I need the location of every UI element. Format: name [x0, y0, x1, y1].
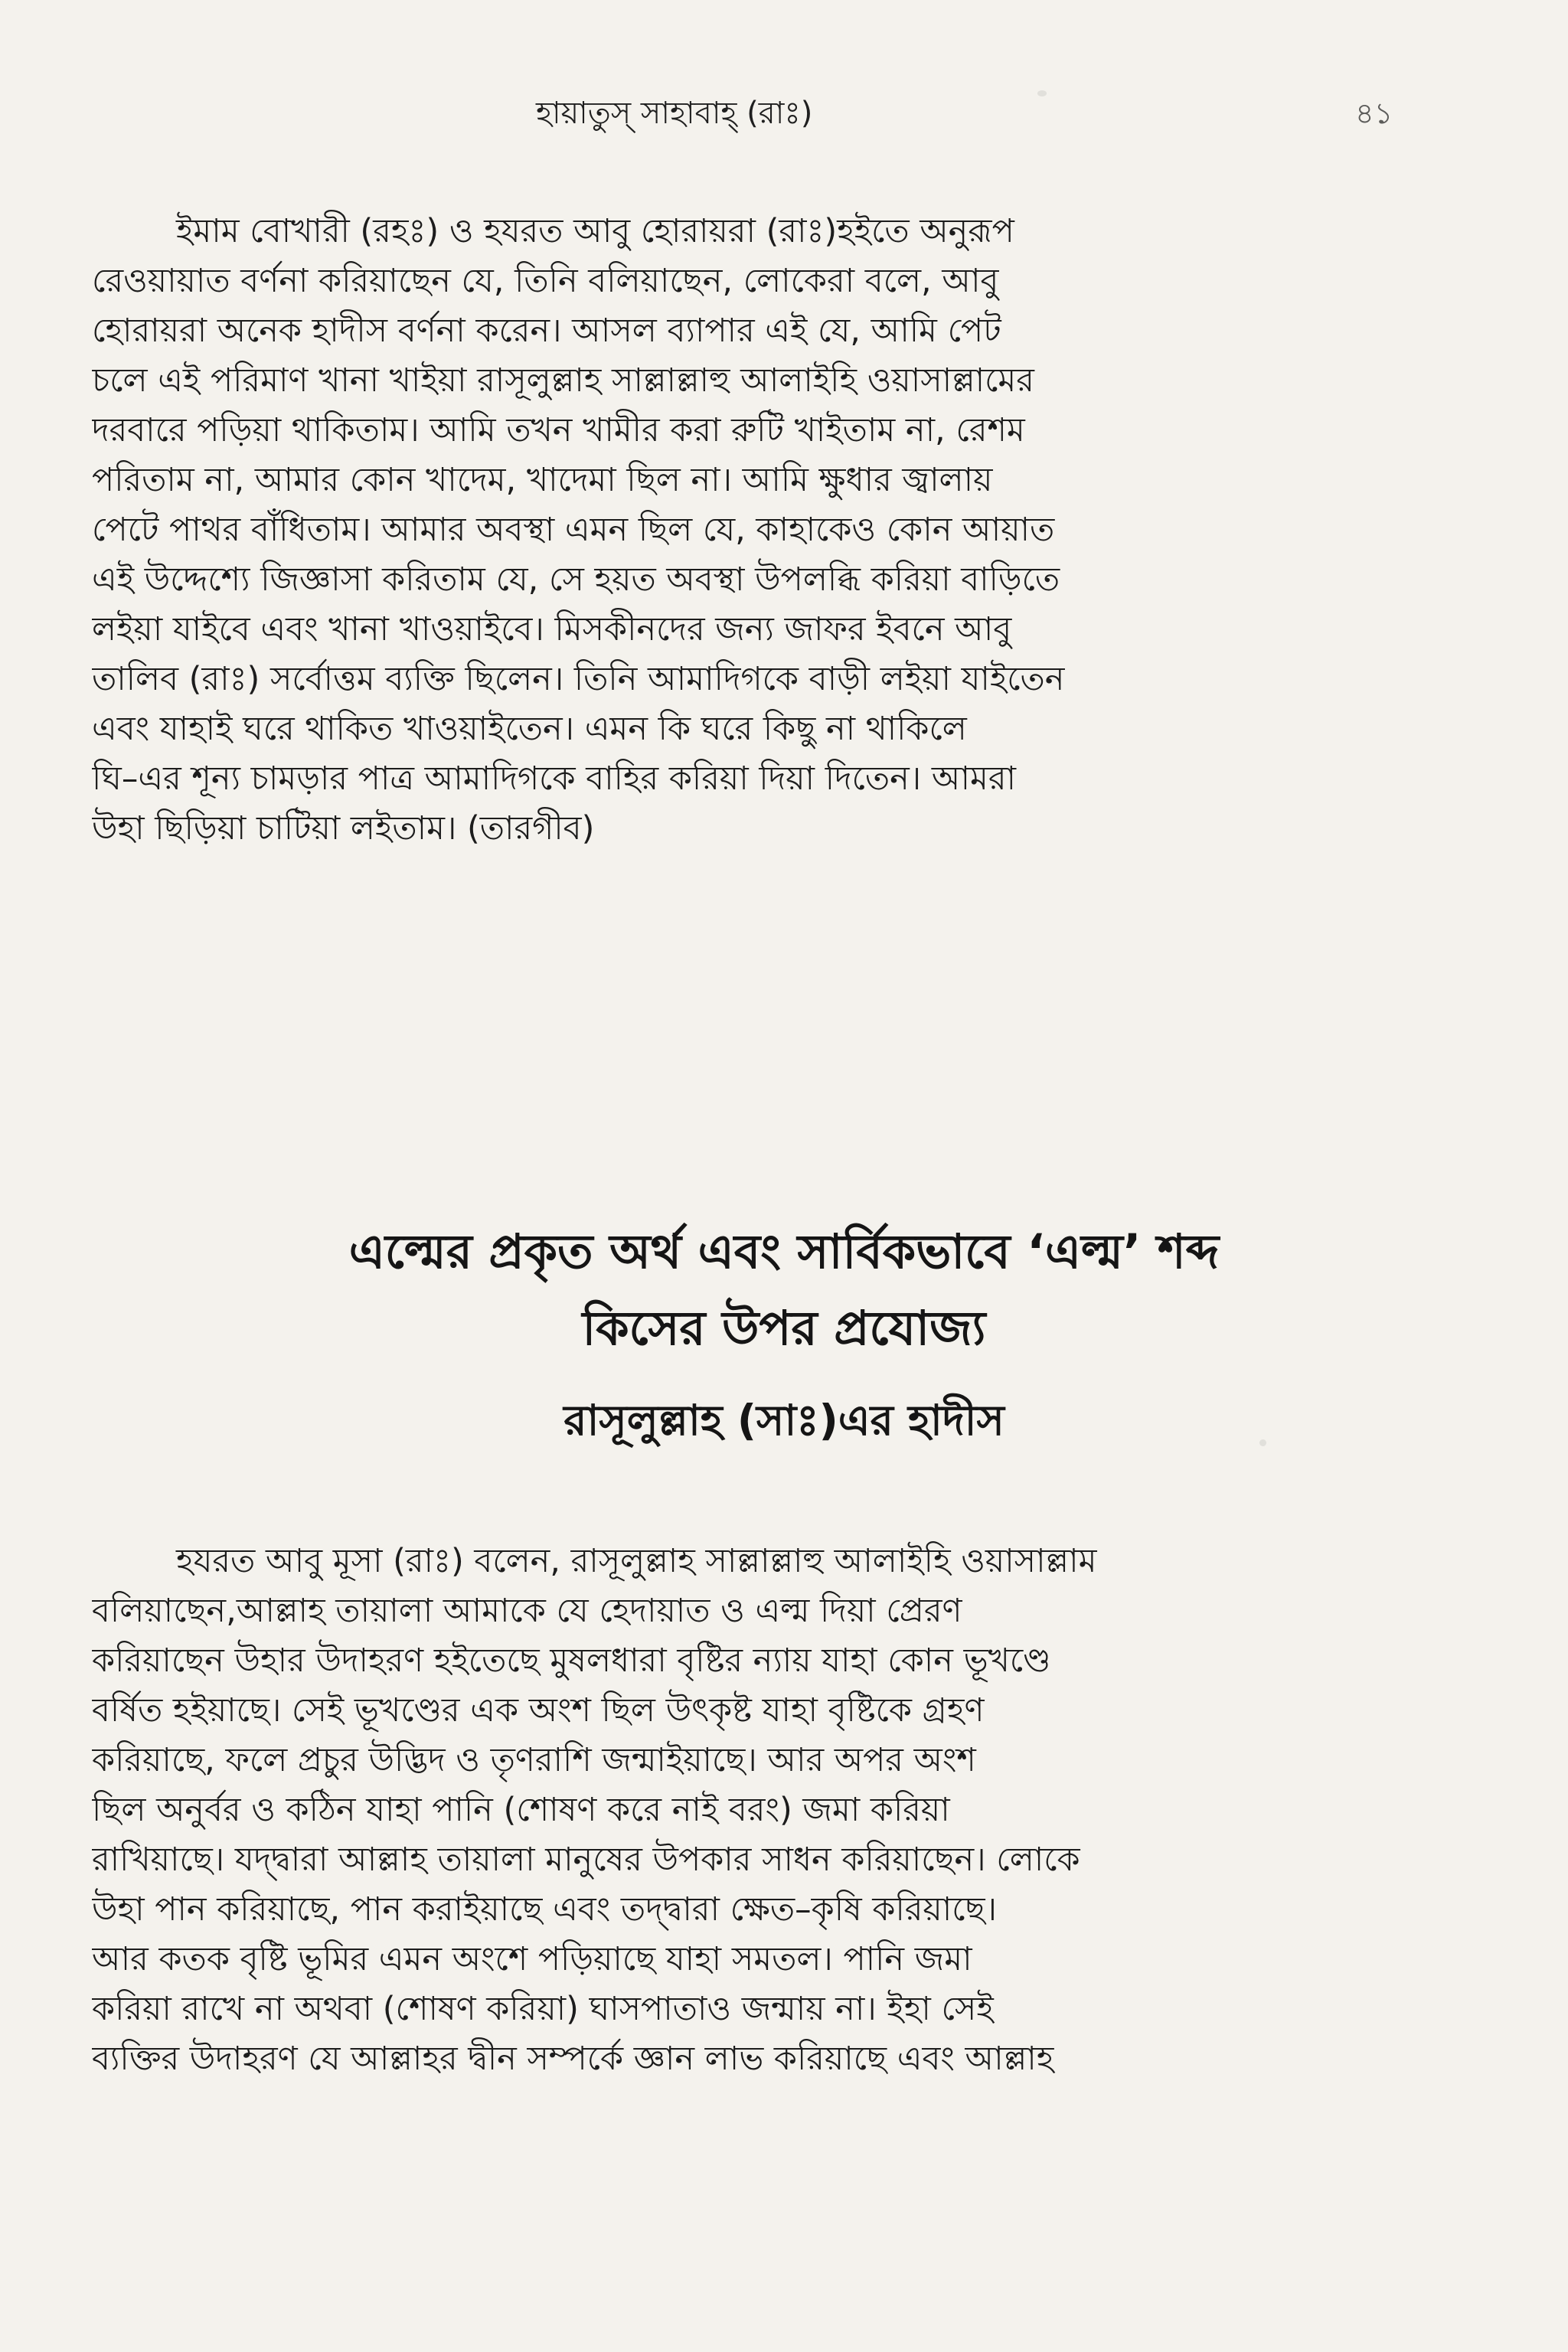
text-line: হোরায়রা অনেক হাদীস বর্ণনা করেন। আসল ব্যাপার এই যে, আমি পেট	[92, 312, 1001, 350]
text-line: ছিল অনুর্বর ও কঠিন যাহা পানি (শোষণ করে নাই বরং) জমা করিয়া	[92, 1791, 950, 1829]
text-line: রেওয়ায়াত বর্ণনা করিয়াছেন যে, তিনি বলিয়াছেন, লোকেরা বলে, আবু	[92, 262, 999, 300]
text-line: চলে এই পরিমাণ খানা খাইয়া রাসূলুল্লাহ সাল্লাল্লাহু আলাইহি ওয়াসাল্লামের	[92, 361, 1034, 400]
text-line: পরিতাম না, আমার কোন খাদেম, খাদেমা ছিল না। আমি ক্ষুধার জ্বালায়	[92, 461, 993, 499]
text-line: উহা ছিড়িয়া চাটিয়া লইতাম। (তারগীব)	[92, 809, 595, 848]
page-number: ৪১	[1355, 96, 1393, 130]
text-line: রাখিয়াছে। যদ্দ্বারা আল্লাহ তায়ালা মানুষের উপকার সাধন করিয়াছেন। লোকে	[92, 1841, 1080, 1879]
text-line: হযরত আবু মূসা (রাঃ) বলেন, রাসূলুল্লাহ সাল্লাল্লাহু আলাইহি ওয়াসাল্লাম	[176, 1542, 1097, 1580]
text-line: বলিয়াছেন,আল্লাহ তায়ালা আমাকে যে হেদায়াত ও এল্ম দিয়া প্রেরণ	[92, 1592, 962, 1630]
section-subheading: রাসূলুল্লাহ (সাঃ)এর হাদীস	[564, 1396, 1004, 1445]
paragraph-2	[92, 1537, 1416, 2084]
text-line: করিয়াছেন উহার উদাহরণ হইতেছে মুষলধারা বৃষ্টির ন্যায় যাহা কোন ভূখণ্ডে	[92, 1642, 1051, 1680]
text-line: বর্ষিত হইয়াছে। সেই ভূখণ্ডের এক অংশ ছিল উৎকৃষ্ট যাহা বৃষ্টিকে গ্রহণ	[92, 1691, 985, 1730]
text-line: ঘি–এর শূন্য চামড়ার পাত্র আমাদিগকে বাহির করিয়া দিয়া দিতেন। আমরা	[92, 760, 1016, 798]
text-line: এবং যাহাই ঘরে থাকিত খাওয়াইতেন। এমন কি ঘরে কিছু না থাকিলে	[92, 710, 967, 748]
running-title: হায়াতুস্ সাহাবাহ্ (রাঃ)	[536, 96, 813, 131]
text-line: করিয়াছে, ফলে প্রচুর উদ্ভিদ ও তৃণরাশি জন্মাইয়াছে। আর অপর অংশ	[92, 1741, 976, 1779]
text-line: উহা পান করিয়াছে, পান করাইয়াছে এবং তদ্দ্বারা ক্ষেত–কৃষি করিয়াছে।	[92, 1890, 997, 1929]
text-line: আর কতক বৃষ্টি ভূমির এমন অংশে পড়িয়াছে যাহা সমতল। পানি জমা	[92, 1940, 972, 1978]
paper-smudge	[1037, 90, 1047, 96]
paper-smudge	[1259, 1439, 1266, 1446]
text-line: এই উদ্দেশ্যে জিজ্ঞাসা করিতাম যে, সে হয়ত অবস্থা উপলব্ধি করিয়া বাড়িতে	[92, 560, 1060, 599]
text-line: লইয়া যাইবে এবং খানা খাওয়াইবে। মিসকীনদের জন্য জাফর ইবনে আবু	[92, 610, 1012, 648]
running-header	[0, 90, 1568, 144]
text-line: তালিব (রাঃ) সর্বোত্তম ব্যক্তি ছিলেন। তিনি আমাদিগকে বাড়ী লইয়া যাইতেন	[92, 660, 1065, 698]
paragraph-1	[92, 207, 1416, 854]
text-line: পেটে পাথর বাঁধিতাম। আমার অবস্থা এমন ছিল যে, কাহাকেও কোন আয়াত	[92, 511, 1055, 549]
text-line: ইমাম বোখারী (রহঃ) ও হযরত আবু হোরায়রা (রাঃ)হইতে অনুরূপ	[176, 212, 1014, 250]
text-line: করিয়া রাখে না অথবা (শোষণ করিয়া) ঘাসপাতাও জন্মায় না। ইহা সেই	[92, 1990, 994, 2028]
text-line: ব্যক্তির উদাহরণ যে আল্লাহর দ্বীন সম্পর্কে জ্ঞান লাভ করিয়াছে এবং আল্লাহ	[92, 2040, 1054, 2078]
text-line: দরবারে পড়িয়া থাকিতাম। আমি তখন খামীর করা রুটি খাইতাম না, রেশম	[92, 411, 1025, 449]
section-heading: এল্মের প্রকৃত অর্থ এবং সার্বিকভাবে ‘এল্ম’ শব্দ	[348, 1223, 1220, 1279]
section-heading-continued: কিসের উপর প্রযোজ্য	[582, 1300, 986, 1356]
